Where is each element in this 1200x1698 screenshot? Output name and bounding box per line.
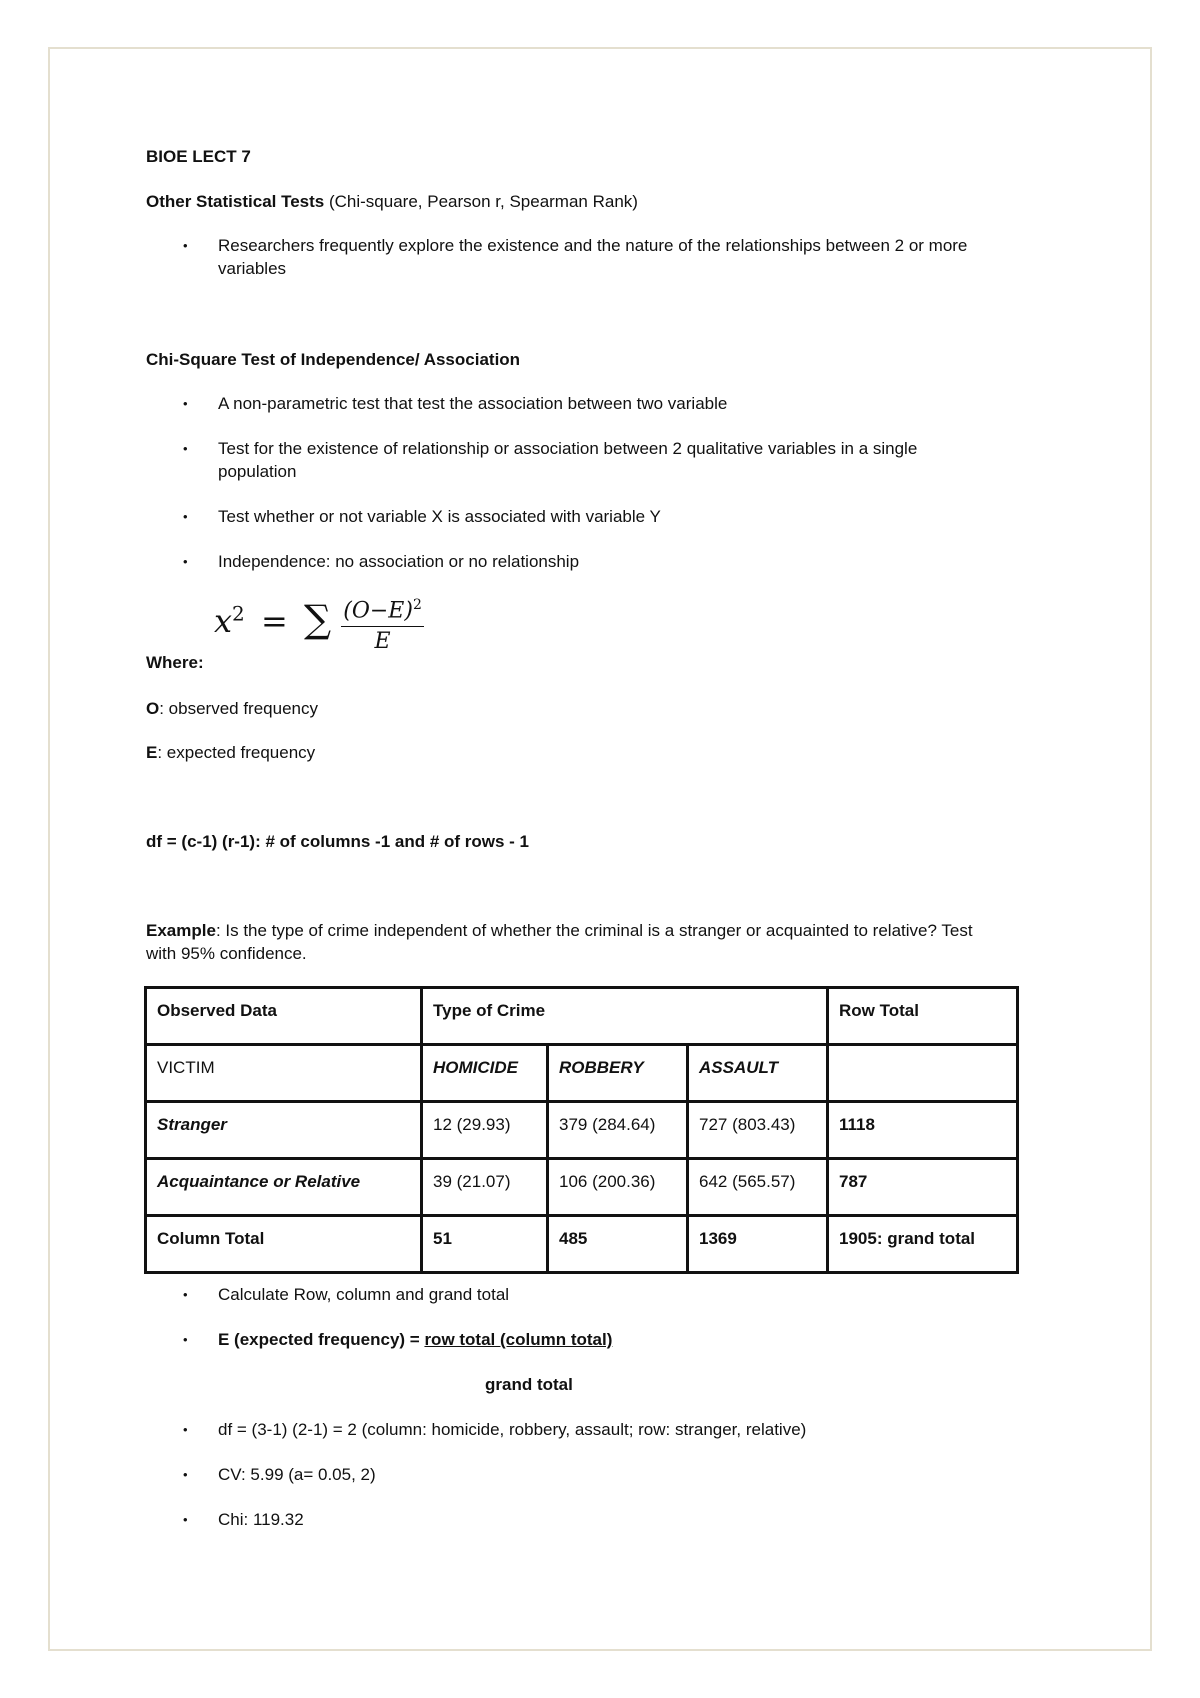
list-item-text: Calculate Row, column and grand total [218, 1285, 510, 1304]
bullet-icon: • [183, 441, 188, 456]
example-paragraph: Example: Is the type of crime independent of whether the criminal is a stranger or acquainted to relative? Test with 95% confidence. [146, 921, 973, 963]
df-formula: df = (c-1) (r-1): # of columns -1 and # of rows - 1 [146, 832, 530, 851]
table-row [146, 1216, 1018, 1273]
table-cell: 787 [828, 1159, 1018, 1216]
table-header-cell: Observed Data [146, 988, 422, 1045]
bullet-icon: • [183, 1287, 188, 1302]
list-item-text: A non-parametric test that test the association between two variable [218, 394, 728, 413]
table-cell: ROBBERY [548, 1045, 688, 1102]
bullet-icon: • [183, 1512, 188, 1527]
table-cell: 727 (803.43) [688, 1102, 828, 1159]
list-item-text: CV: 5.99 (a= 0.05, 2) [218, 1465, 376, 1484]
list-item-text: Researchers frequently explore the existence and the nature of the relationships between 2 or more variables [218, 236, 968, 278]
table-cell: 485 [548, 1216, 688, 1273]
definition-e: E: expected frequency [146, 743, 316, 762]
table-cell: VICTIM [146, 1045, 422, 1102]
table-cell: Acquaintance or Relative [146, 1159, 422, 1216]
table-cell: 379 (284.64) [548, 1102, 688, 1159]
bullet-icon: • [183, 554, 188, 569]
table-cell: 106 (200.36) [548, 1159, 688, 1216]
section-other-tests-heading [146, 190, 638, 213]
chi-square-formula: $x^2$ = ∑ $\frac{(O-E)^2}{E}$ [214, 590, 424, 657]
table-row [146, 1159, 1018, 1216]
table-cell: Column Total [146, 1216, 422, 1273]
bullet-icon: • [183, 396, 188, 411]
bullet-icon: • [183, 1422, 188, 1437]
table-cell: ASSAULT [688, 1045, 828, 1102]
list-item-text: df = (3-1) (2-1) = 2 (column: homicide, robbery, assault; row: stranger, relative) [218, 1420, 807, 1439]
table-cell [828, 1045, 1018, 1102]
list-item-text: Chi: 119.32 [218, 1510, 304, 1529]
heading-text: Other Statistical Tests [146, 192, 325, 211]
bullet-icon: • [183, 509, 188, 524]
table-cell: 642 (565.57) [688, 1159, 828, 1216]
bullet-icon: • [183, 238, 188, 253]
list-item-text: Test whether or not variable X is associated with variable Y [218, 507, 661, 526]
table-cell: Stranger [146, 1102, 422, 1159]
table-cell: 1369 [688, 1216, 828, 1273]
definition-o: O: observed frequency [146, 699, 318, 718]
table-row [146, 1045, 1018, 1102]
where-label: Where: [146, 653, 204, 672]
bullet-icon: • [183, 1332, 188, 1347]
table-cell: HOMICIDE [422, 1045, 548, 1102]
expected-frequency-denominator: grand total [485, 1375, 573, 1394]
list-item-text: Independence: no association or no relationship [218, 552, 580, 571]
table-cell: 12 (29.93) [422, 1102, 548, 1159]
table-cell: 1905: grand total [828, 1216, 1018, 1273]
heading-suffix: (Chi-square, Pearson r, Spearman Rank) [324, 192, 638, 211]
table-cell: 1118 [828, 1102, 1018, 1159]
list-item-text: Test for the existence of relationship or association between 2 qualitative variables in a single population [218, 439, 918, 481]
document-title: BIOE LECT 7 [146, 147, 251, 166]
formula-fraction: $\frac{(O-E)^2}{E}$ [341, 590, 424, 657]
bullet-icon: • [183, 1467, 188, 1482]
section-chi-square-heading: Chi-Square Test of Independence/ Association [146, 350, 521, 369]
table-header-cell: Row Total [828, 988, 1018, 1045]
observed-data-table [144, 986, 1019, 1274]
table-cell: 39 (21.07) [422, 1159, 548, 1216]
table-row [146, 988, 1018, 1045]
table-header-cell: Type of Crime [422, 988, 828, 1045]
list-item-text: E (expected frequency) = row total (column total) [218, 1330, 613, 1349]
table-row [146, 1102, 1018, 1159]
table-cell: 51 [422, 1216, 548, 1273]
